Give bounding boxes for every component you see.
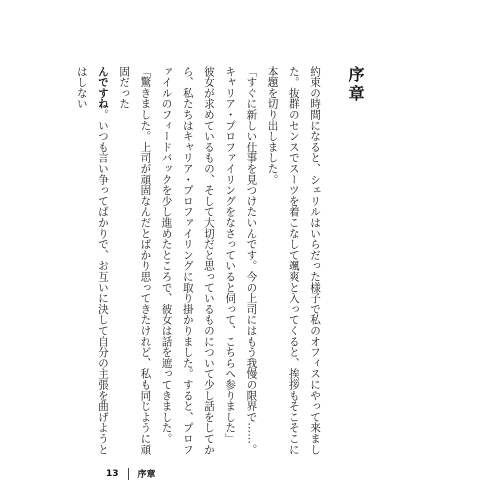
footer-divider [128, 468, 129, 480]
paragraph-2: 「すぐに新しい仕事を見つけたいんです。今の上司にはもう我慢の限界で……。キャリア・プロファイリングをなさっていると伺って、こちらへ参りました」 [224, 66, 258, 455]
paragraph-4: 「驚きました。上司が頑固なんだとばかり思ってきたけれど、私も同じように頑固だった [118, 66, 152, 455]
emphasis-text: んですね [96, 66, 109, 110]
paragraph-1: 約束の時間になると、シェリルはいらだった様子で私のオフィスにやって来ました。抜群のセンスでスーツを着こなして颯爽と入ってくると、挨拶もそこそこに本題を切り出しました。 [266, 66, 321, 455]
footer-section-label: 序章 [137, 470, 156, 480]
page-number: 13 [106, 468, 119, 479]
paragraph-5: んですね。いつも言い争ってばかりで、お互いに決して自分の主張を曲げようとはしない [75, 66, 109, 455]
paragraph-3: 彼女が求めているもの、そして大切だと思っているものについて少し話をしてから、私たちはキャリア・プロファイリングに取り掛かりました。すると、プロファイルのフィードバックを少し進めたところで、彼女は話を遮ってきました。 [160, 66, 215, 455]
page-footer [106, 467, 156, 480]
chapter-title: 序章 [346, 66, 365, 104]
body-text [75, 66, 325, 456]
